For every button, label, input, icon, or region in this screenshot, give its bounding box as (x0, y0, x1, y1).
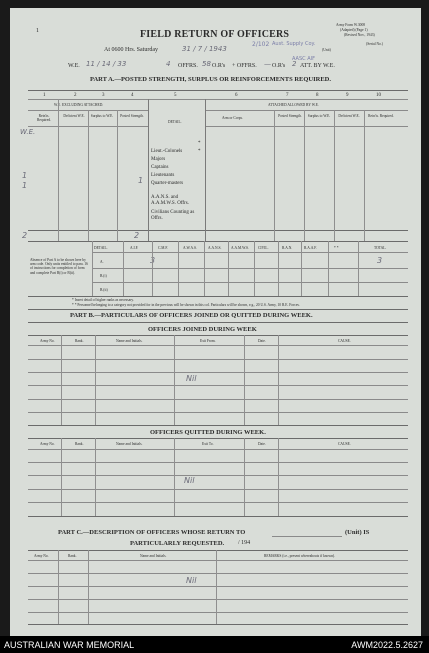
rank-aans: A.A.N.S. and A.A.M.W.S. Offrs. (151, 195, 189, 206)
quitted-col-date: Date. (258, 442, 266, 446)
stamp-aif: AASC AIF (292, 56, 316, 62)
joined-nil: Nil (186, 374, 197, 383)
quitted-col-exit-to: Exit To. (202, 442, 214, 446)
abs-col-aif: A.I.F. (130, 246, 139, 250)
joined-col-name: Name and Initials. (116, 339, 143, 343)
part-a-col-number-rule (28, 99, 408, 100)
abs-col-ran: R.A.N. (282, 246, 293, 250)
abs-row-bii: B.(ii) (100, 288, 108, 292)
part-c-heading: PART C.—DESCRIPTION OF OFFICERS WHOSE RETURN TO (58, 529, 246, 536)
part-c-col-remarks: REMARKS (i.e., present whereabouts if known). (264, 554, 335, 558)
rank-star-2: * (198, 149, 201, 154)
part-c-unit-is: (Unit) IS (345, 529, 370, 536)
or-att-value: 2 (292, 60, 297, 68)
stamp-number: 2/102 (252, 41, 270, 48)
left-col-reints: Rein'ts. Required. (36, 114, 52, 123)
hand-one-a: 1 (22, 171, 28, 180)
joined-col-rank: Rank. (75, 339, 84, 343)
at-line-label: At 0600 Hrs. Saturday (104, 47, 158, 53)
footer-accession: AWM2022.5.2627 (351, 640, 423, 650)
offrs-att-label: + OFFRS. (232, 63, 257, 69)
abs-hand-aif: 3 (150, 256, 156, 265)
rank-qm: Quarter-masters (151, 181, 184, 186)
form-title: FIELD RETURN OF OFFICERS (140, 29, 290, 40)
quitted-col-name: Name and Initials. (116, 442, 143, 446)
stamp-unit-name: Aust. Supply Coy. (272, 41, 316, 47)
quitted-col-army-no: Army No. (40, 442, 55, 446)
we-label: W.E. (68, 63, 80, 69)
abs-col-other: * * (334, 246, 339, 250)
rank-civilians: Civilians Counting as Offrs. (151, 210, 195, 221)
form-page (10, 8, 421, 636)
abs-hand-total: 3 (377, 256, 383, 265)
or-label: O.R's (212, 63, 226, 69)
joined-title: OFFICERS JOINED DURING WEEK (148, 326, 257, 333)
rank-majors: Majors (151, 157, 166, 162)
quitted-col-rank: Rank. (75, 442, 84, 446)
part-c-col-rank: Rank. (68, 554, 77, 558)
abs-col-awas: A.W.A.S. (183, 246, 197, 250)
rank-lieutenants: Lieutenants (151, 173, 175, 178)
stamp-unit-label: (Unit) (322, 48, 331, 52)
or-att-label: O.R's (272, 63, 286, 69)
footer-source: AUSTRALIAN WAR MEMORIAL (4, 640, 135, 650)
col-num-2: 2 (74, 93, 77, 98)
joined-col-army-no: Army No. (40, 339, 55, 343)
col-num-7: 7 (286, 93, 289, 98)
part-b-heading: PART B.—PARTICULARS OF OFFICERS JOINED OR QUITTED DURING WEEK. (70, 312, 313, 319)
col-num-9: 9 (346, 93, 349, 98)
quitted-nil: Nil (184, 476, 195, 485)
left-col-deficient: Deficient W.E. (63, 114, 85, 118)
part-c-nil: Nil (186, 576, 197, 585)
right-col-posted: Posted Strength. (278, 114, 302, 118)
hand-total-a: 2 (22, 231, 28, 240)
abs-row-bi: B.(i) (100, 274, 107, 278)
rank-captains: Captains (151, 165, 169, 170)
right-col-deficient: Deficient W.E. (338, 114, 360, 118)
col-num-3: 3 (102, 93, 105, 98)
we-value: 11 / 14 / 33 (86, 60, 127, 68)
offrs-att-value: — (264, 60, 271, 68)
group-right-header: ATTACHED ALLOWED BY W.E. (268, 103, 319, 107)
offrs-label: OFFRS. (178, 63, 198, 69)
rank-lt-col: Lieut.-Colonels (151, 149, 183, 154)
offrs-value: 4 (166, 60, 171, 68)
quitted-col-cause: CAUSE. (338, 442, 351, 446)
group-left-header: W.E. EXCLUDING ATTACHED. (54, 103, 104, 107)
adapted-note: (Adapted) (Page 1) (340, 28, 368, 32)
right-col-arm: Arm or Corps. (222, 116, 243, 120)
footnote-2: * * Personnel belonging to a category not provided for in the previous will be shown in this col. Particulars will be shown, e.g., 20 U.S. Army, 10 R.E. Forces. (72, 303, 300, 307)
rank-star-1: * (198, 141, 201, 146)
col-num-8: 8 (316, 93, 319, 98)
right-col-surplus: Surplus to W.E. (307, 114, 331, 118)
serial-label: (Serial No.) (366, 42, 383, 46)
left-col-surplus: Surplus to W.E. (90, 114, 114, 118)
joined-col-cause: CAUSE. (338, 339, 351, 343)
joined-col-exit-from: Exit From. (200, 339, 216, 343)
absence-note: Absence of Part A to be shown here by arm code. Only units entitled to para. 16 of instructions for completion of form and complete Part B(i) or B(ii). (30, 258, 88, 275)
detail-header: DETAIL. (168, 120, 182, 124)
hand-total-b: 2 (134, 231, 140, 240)
att-label: ATT. BY W.E. (300, 63, 335, 69)
col-num-1: 1 (43, 93, 46, 98)
right-col-reints: Rein'ts. Required. (368, 114, 394, 118)
part-a-top-rule (28, 90, 408, 91)
part-a-heading: PART A.—POSTED STRENGTH, SURPLUS OR REINFORCEMENTS REQUIRED. (90, 76, 331, 83)
abs-col-civil: CIVIL. (258, 246, 269, 250)
col-num-4: 4 (131, 93, 134, 98)
part-c-col-army-no: Army No. (34, 554, 49, 558)
col-num-10: 10 (376, 93, 381, 98)
quitted-title: OFFICERS QUITTED DURING WEEK. (150, 429, 266, 436)
part-c-particularly: PARTICULARLY REQUESTED. (130, 540, 225, 547)
hand-we-note: W.E. (20, 128, 36, 136)
abs-col-total: TOTAL. (374, 246, 387, 250)
revised-note: (Revised Nov., 1943) (344, 33, 375, 37)
abs-col-aamws: A.A.M.W.S. (231, 246, 249, 250)
abs-col-raaf: R.A.A.F. (304, 246, 317, 250)
footnote-1: * Insert detail of higher ranks as necessary. (72, 298, 134, 302)
abs-row-a: A. (100, 260, 104, 264)
or-value: 58 (202, 60, 211, 68)
at-line-date: 31 / 7 / 1943 (182, 45, 227, 53)
page-number: 1 (36, 28, 39, 34)
hand-one-b: 1 (22, 181, 28, 190)
left-col-posted: Posted Strength. (120, 114, 144, 118)
hand-one-c: 1 (138, 176, 144, 185)
abs-detail-header: DETAIL. (94, 246, 108, 250)
part-c-date: / 194 (238, 540, 251, 546)
army-form-number: Army Form W.3008 (336, 23, 366, 27)
part-c-col-name: Name and Initials. (140, 554, 167, 558)
joined-col-date: Date. (258, 339, 266, 343)
col-num-5: 5 (174, 93, 177, 98)
col-num-6: 6 (235, 93, 238, 98)
archive-footer (0, 636, 429, 653)
abs-col-aans: A.A.N.S. (208, 246, 222, 250)
abs-col-cmf: C.M.F. (158, 246, 168, 250)
